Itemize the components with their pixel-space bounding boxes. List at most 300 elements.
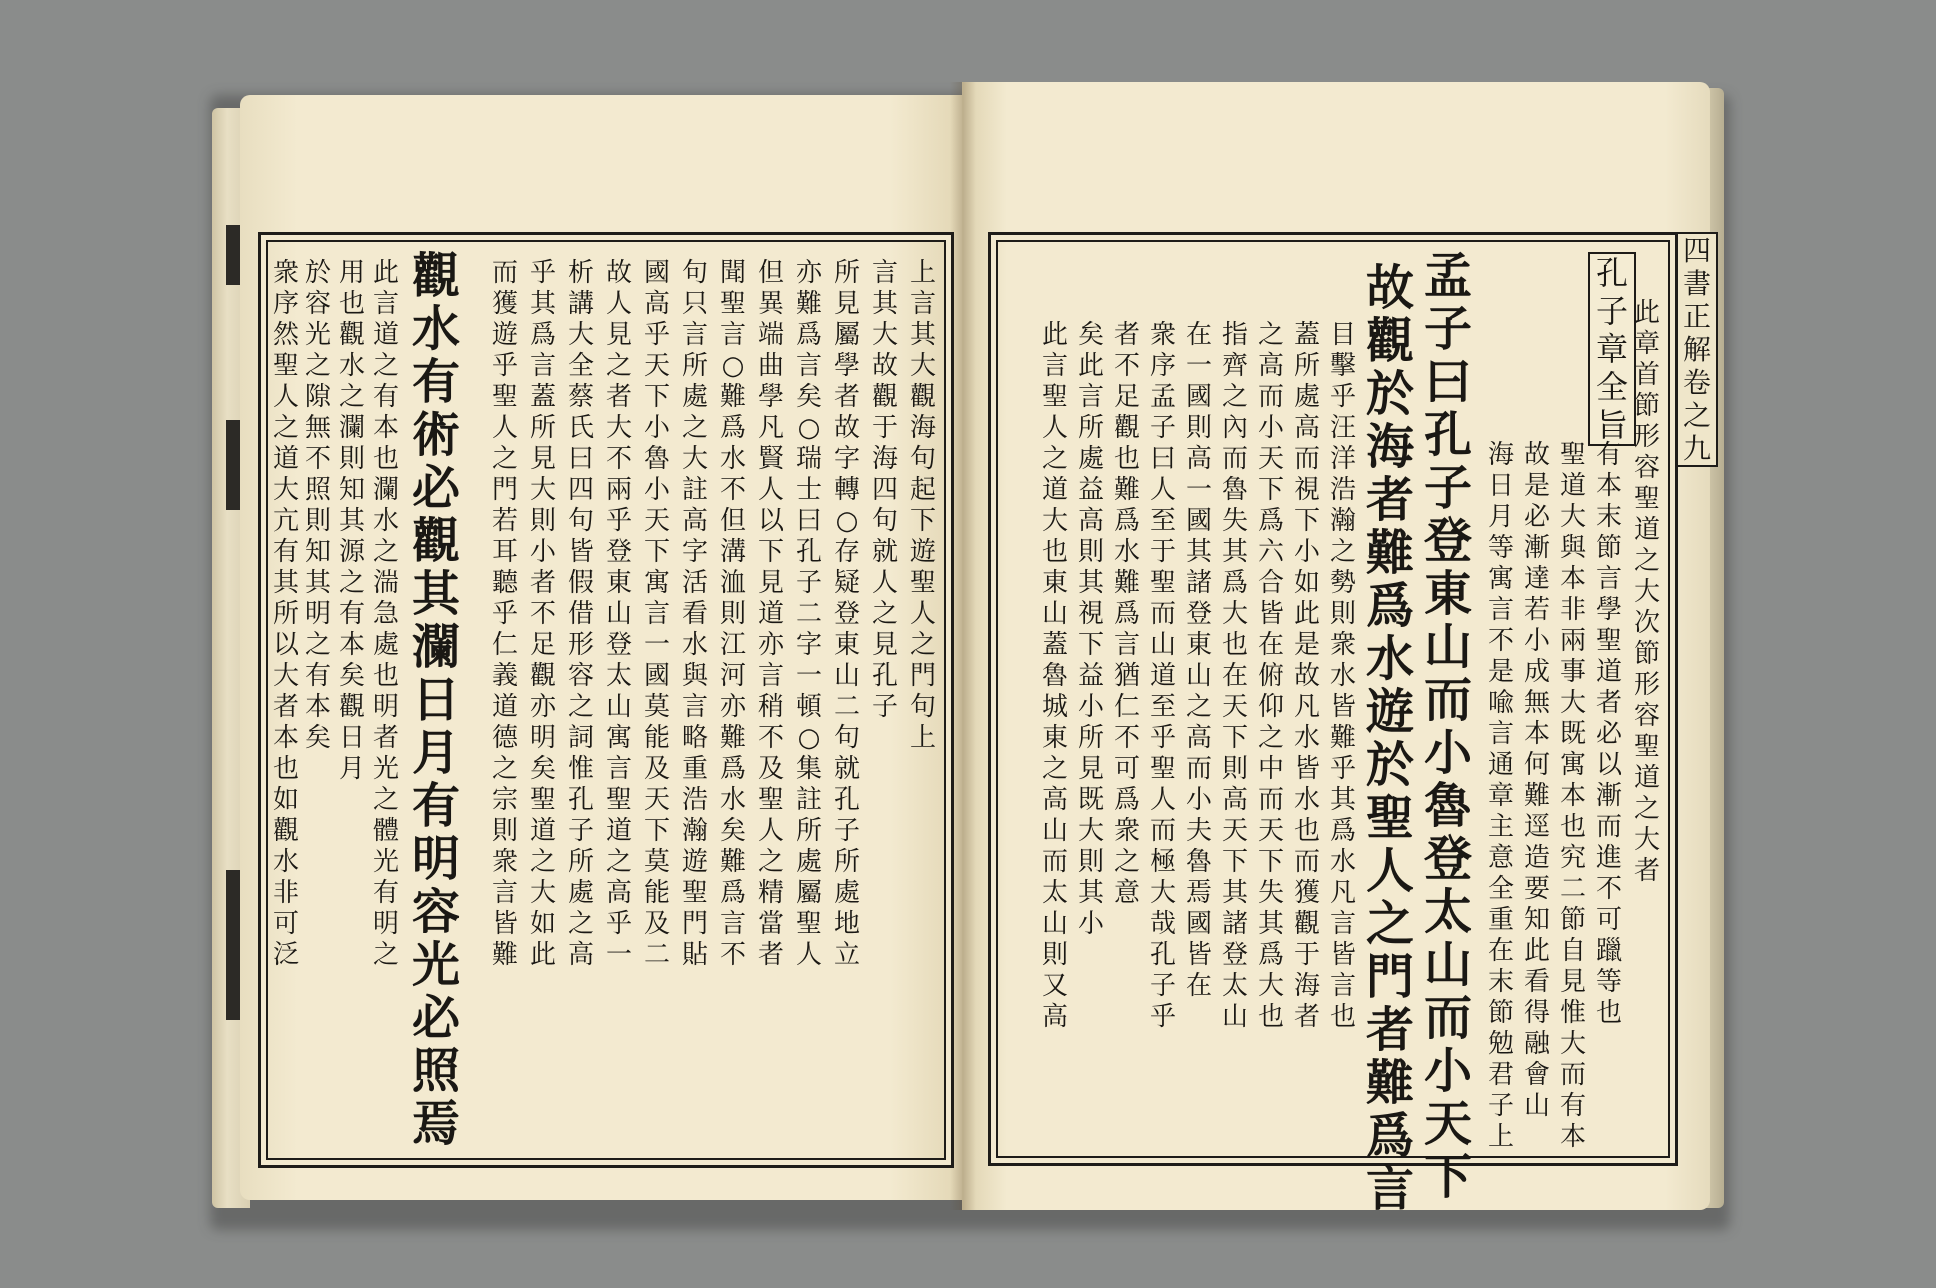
glyph: 孔: [1595, 254, 1628, 292]
glyph: 而: [1041, 847, 1068, 877]
glyph: 章: [1633, 329, 1660, 359]
glyph: 此: [1523, 936, 1550, 966]
glyph: 句: [833, 723, 860, 753]
glyph: 于: [1149, 537, 1176, 567]
glyph: 山: [1149, 630, 1176, 660]
glyph: 道: [372, 320, 399, 350]
glyph: 之: [567, 692, 594, 722]
glyph: 海: [1365, 419, 1414, 475]
glyph: 貼: [681, 940, 708, 970]
glyph: 上: [1487, 1122, 1514, 1152]
glyph: 水: [1293, 785, 1320, 815]
glyph: 析: [567, 258, 594, 288]
glyph: 而: [1293, 847, 1320, 877]
glyph: 及: [643, 754, 670, 784]
glyph: 活: [681, 568, 708, 598]
glyph: 聞: [719, 258, 746, 288]
glyph: 言: [643, 599, 670, 629]
glyph: 乎: [1329, 754, 1356, 784]
glyph: 無: [1523, 688, 1550, 718]
glyph: 處: [1293, 382, 1320, 412]
glyph: 言: [909, 289, 936, 319]
glyph: 魯: [1221, 475, 1248, 505]
glyph: 下: [1257, 475, 1284, 505]
glyph: 之: [871, 599, 898, 629]
glyph: 明: [529, 723, 556, 753]
glyph: 足: [529, 630, 556, 660]
glyph: 東: [1423, 566, 1472, 622]
glyph: 兩: [1559, 626, 1586, 656]
glyph: 大: [1041, 506, 1068, 536]
glyph: 太: [1221, 971, 1248, 1001]
glyph: 見: [1559, 967, 1586, 997]
glyph: 字: [681, 537, 708, 567]
glyph: 學: [1595, 595, 1622, 625]
glyph: 則: [1077, 537, 1104, 567]
glyph: 何: [1523, 750, 1550, 780]
glyph: 門: [909, 661, 936, 691]
glyph: 言: [605, 754, 632, 784]
glyph: 頓: [795, 692, 822, 722]
glyph: 聖: [681, 878, 708, 908]
glyph: 有: [411, 354, 460, 410]
glyph: 下: [909, 506, 936, 536]
glyph: 聖: [1559, 440, 1586, 470]
glyph: 之: [1041, 444, 1068, 474]
glyph: 大: [1559, 1029, 1586, 1059]
glyph: 高: [1077, 506, 1104, 536]
glyph: 孔: [567, 785, 594, 815]
glyph: 句: [681, 258, 708, 288]
glyph: 水: [1365, 631, 1414, 687]
glyph: 皆: [567, 537, 594, 567]
glyph: 逕: [1523, 812, 1550, 842]
glyph: 所: [833, 258, 860, 288]
glyph: 聖: [757, 785, 784, 815]
glyph: 孔: [795, 537, 822, 567]
glyph: 本: [372, 413, 399, 443]
glyph: 獲: [1293, 878, 1320, 908]
glyph: 可: [272, 909, 299, 939]
glyph: 水: [681, 630, 708, 660]
glyph: 言: [681, 320, 708, 350]
glyph: 下: [757, 537, 784, 567]
glyph: 於: [304, 258, 331, 288]
glyph: 在: [1257, 630, 1284, 660]
glyph: 合: [1257, 568, 1284, 598]
glyph: 海: [909, 413, 936, 443]
glyph: 曲: [757, 351, 784, 381]
glyph: 異: [757, 289, 784, 319]
glyph: 所: [1293, 351, 1320, 381]
glyph: 當: [757, 909, 784, 939]
commentary-col: [1110, 320, 1144, 909]
glyph: 言: [719, 320, 746, 350]
glyph: 究: [1559, 843, 1586, 873]
glyph: 形: [1633, 422, 1660, 452]
glyph: 道: [1595, 657, 1622, 687]
glyph: 之: [1633, 794, 1660, 824]
glyph: 意: [1487, 843, 1514, 873]
glyph: 惟: [1559, 998, 1586, 1028]
glyph: 聖: [909, 568, 936, 598]
glyph: 有: [411, 778, 460, 834]
commentary-col: [716, 258, 750, 971]
glyph: 若: [491, 506, 518, 536]
glyph: 四: [871, 475, 898, 505]
glyph: 重: [1487, 905, 1514, 935]
glyph: 見: [833, 289, 860, 319]
glyph: 難: [1329, 723, 1356, 753]
glyph: 小: [1423, 725, 1472, 781]
glyph: 亦: [719, 692, 746, 722]
left-text-col: [368, 258, 404, 971]
glyph: 之: [1633, 546, 1660, 576]
glyph: 有: [338, 599, 365, 629]
glyph: 下: [1423, 1149, 1472, 1205]
glyph: 太: [605, 661, 632, 691]
glyph: 有: [272, 537, 299, 567]
glyph: 道: [1149, 661, 1176, 691]
glyph: 之: [372, 351, 399, 381]
glyph: 就: [833, 754, 860, 784]
glyph: 益: [1077, 661, 1104, 691]
glyph: 仁: [491, 630, 518, 660]
glyph: 觀: [909, 382, 936, 412]
glyph: 而: [1221, 444, 1248, 474]
glyph: 德: [491, 723, 518, 753]
glyph: 之: [491, 444, 518, 474]
glyph: 造: [1523, 843, 1550, 873]
commentary-col: [906, 258, 940, 754]
glyph: 得: [1523, 998, 1550, 1028]
glyph: 觀: [411, 513, 460, 569]
glyph: 體: [372, 816, 399, 846]
glyph: 要: [1523, 874, 1550, 904]
glyph: 日: [411, 672, 460, 728]
glyph: 既: [1077, 785, 1104, 815]
glyph: 是: [1487, 657, 1514, 687]
glyph: 如: [1293, 568, 1320, 598]
glyph: 本: [1559, 564, 1586, 594]
glyph: 高: [643, 289, 670, 319]
glyph: 其: [1221, 537, 1248, 567]
glyph: 九: [1682, 432, 1711, 465]
glyph: 解: [1682, 333, 1711, 366]
commentary-col: [1218, 320, 1252, 1033]
glyph: 可: [1595, 905, 1622, 935]
glyph: 其: [1077, 568, 1104, 598]
glyph: 見: [757, 568, 784, 598]
glyph: 爲: [795, 320, 822, 350]
glyph: 子: [795, 568, 822, 598]
glyph: 耳: [491, 537, 518, 567]
glyph: 精: [757, 878, 784, 908]
glyph: 之: [529, 847, 556, 877]
glyph: 人: [795, 940, 822, 970]
glyph: 立: [833, 940, 860, 970]
right-text-col: [1484, 440, 1518, 1153]
glyph: 本: [1559, 1122, 1586, 1152]
glyph: 人: [605, 289, 632, 319]
glyph: 高: [1185, 723, 1212, 753]
glyph: 光: [372, 847, 399, 877]
glyph: 矣: [529, 754, 556, 784]
glyph: 一: [795, 661, 822, 691]
glyph: 故: [1293, 661, 1320, 691]
glyph: 爲: [1329, 816, 1356, 846]
glyph: 光: [372, 754, 399, 784]
glyph: 本: [272, 723, 299, 753]
glyph: 與: [1559, 533, 1586, 563]
glyph: 子: [1423, 301, 1472, 357]
glyph: 河: [719, 661, 746, 691]
glyph: 小: [643, 413, 670, 443]
glyph: 瀚: [1329, 506, 1356, 536]
glyph: 之: [372, 785, 399, 815]
glyph: 天: [1257, 444, 1284, 474]
glyph: 躐: [1595, 936, 1622, 966]
glyph: 字: [833, 444, 860, 474]
glyph: 本: [338, 630, 365, 660]
glyph: 聖: [719, 289, 746, 319]
glyph: 其: [529, 289, 556, 319]
glyph: 下: [1077, 630, 1104, 660]
glyph: 不: [719, 475, 746, 505]
glyph: 存: [833, 537, 860, 567]
left-text-col: [334, 258, 370, 785]
glyph: 言: [491, 878, 518, 908]
glyph: 爲: [1365, 1108, 1414, 1164]
glyph: 登: [605, 630, 632, 660]
glyph: 其: [1221, 878, 1248, 908]
glyph: 四: [1682, 234, 1711, 267]
glyph: 非: [1559, 595, 1586, 625]
glyph: 聖: [1041, 382, 1068, 412]
glyph: 水: [1329, 847, 1356, 877]
glyph: 而: [1149, 816, 1176, 846]
glyph: 所: [567, 847, 594, 877]
glyph: 矣: [1077, 320, 1104, 350]
glyph: 人: [491, 413, 518, 443]
glyph: 觀: [1293, 909, 1320, 939]
glyph: 國: [1185, 909, 1212, 939]
glyph: 乎: [1149, 723, 1176, 753]
glyph: 惟: [567, 754, 594, 784]
glyph: 一: [1185, 351, 1212, 381]
glyph: 高: [605, 878, 632, 908]
glyph: 言: [1113, 630, 1140, 660]
glyph: 洋: [1329, 444, 1356, 474]
glyph: 衆: [491, 847, 518, 877]
glyph: 猶: [1113, 661, 1140, 691]
glyph: 道: [1559, 471, 1586, 501]
glyph: 看: [681, 599, 708, 629]
glyph: 小: [1077, 909, 1104, 939]
glyph: 所: [833, 847, 860, 877]
glyph: ○: [721, 351, 745, 381]
glyph: 水: [411, 301, 460, 357]
glyph: 爲: [719, 754, 746, 784]
glyph: 用: [338, 258, 365, 288]
glyph: 若: [1523, 595, 1550, 625]
glyph: 者: [1113, 320, 1140, 350]
glyph: 大: [1559, 688, 1586, 718]
glyph: 大: [1149, 878, 1176, 908]
glyph: ○: [835, 506, 859, 536]
glyph: 會: [1523, 1060, 1550, 1090]
glyph: 觀: [338, 320, 365, 350]
glyph: 上: [909, 723, 936, 753]
glyph: 者: [1633, 856, 1660, 886]
glyph: 與: [681, 661, 708, 691]
glyph: 東: [1041, 568, 1068, 598]
glyph: 觀: [871, 382, 898, 412]
glyph: 而: [1257, 785, 1284, 815]
commentary-col: [1182, 320, 1216, 1002]
glyph: 衆: [272, 258, 299, 288]
glyph: 容: [1633, 701, 1660, 731]
glyph: 仰: [1257, 692, 1284, 722]
glyph: 隙: [304, 382, 331, 412]
glyph: 然: [272, 320, 299, 350]
chapter-title-box: [1588, 252, 1636, 446]
glyph: 知: [1523, 905, 1550, 935]
glyph: 處: [795, 847, 822, 877]
glyph: 故: [1365, 260, 1414, 316]
glyph: 爲: [719, 878, 746, 908]
glyph: 凡: [757, 413, 784, 443]
glyph: 照: [304, 475, 331, 505]
glyph: 也: [1329, 1002, 1356, 1032]
glyph: 子: [833, 816, 860, 846]
glyph: 此: [372, 258, 399, 288]
glyph: 言: [795, 351, 822, 381]
glyph: 乎: [1329, 382, 1356, 412]
glyph: 小: [643, 475, 670, 505]
glyph: 則: [719, 599, 746, 629]
glyph: 子: [1149, 971, 1176, 1001]
glyph: 曰: [1149, 444, 1176, 474]
glyph: 句: [909, 444, 936, 474]
glyph: 事: [1559, 657, 1586, 687]
glyph: 勢: [1329, 568, 1356, 598]
glyph: 之: [1221, 382, 1248, 412]
glyph: 之: [1185, 692, 1212, 722]
glyph: 屬: [795, 878, 822, 908]
glyph: 山: [605, 692, 632, 722]
glyph: 言: [529, 351, 556, 381]
glyph: 言: [1077, 382, 1104, 412]
glyph: 小: [1257, 413, 1284, 443]
commentary-col: [1146, 320, 1180, 1033]
glyph: 之: [372, 537, 399, 567]
glyph: 者: [372, 723, 399, 753]
glyph: 亦: [757, 630, 784, 660]
glyph: 其: [1185, 537, 1212, 567]
glyph: 高: [567, 940, 594, 970]
glyph: 節: [1559, 905, 1586, 935]
glyph: 所: [1077, 723, 1104, 753]
glyph: 君: [1487, 1060, 1514, 1090]
commentary-col: [678, 258, 712, 971]
glyph: 乎: [605, 909, 632, 939]
glyph: 焉: [411, 1096, 460, 1152]
glyph: 城: [1041, 692, 1068, 722]
glyph: 極: [1149, 847, 1176, 877]
glyph: 註: [795, 785, 822, 815]
glyph: 視: [1293, 475, 1320, 505]
glyph: 大: [1077, 816, 1104, 846]
commentary-col: [602, 258, 636, 971]
glyph: 在: [1487, 936, 1514, 966]
glyph: 全: [567, 351, 594, 381]
glyph: 在: [1221, 661, 1248, 691]
glyph: 不: [719, 940, 746, 970]
glyph: 小: [1185, 785, 1212, 815]
glyph: 登: [833, 599, 860, 629]
glyph: 皆: [1185, 940, 1212, 970]
glyph: 下: [643, 537, 670, 567]
glyph: 則: [304, 506, 331, 536]
glyph: 末: [1487, 967, 1514, 997]
glyph: 寓: [605, 723, 632, 753]
glyph: 兩: [605, 475, 632, 505]
glyph: 子: [1149, 413, 1176, 443]
glyph: 之: [757, 847, 784, 877]
glyph: 重: [681, 754, 708, 784]
glyph: 次: [1633, 608, 1660, 638]
glyph: 子: [1595, 292, 1628, 330]
glyph: 遊: [491, 320, 518, 350]
glyph: 失: [1257, 878, 1284, 908]
glyph: 視: [1077, 599, 1104, 629]
glyph: 也: [1559, 812, 1586, 842]
glyph: 日: [338, 723, 365, 753]
glyph: 高: [1041, 785, 1068, 815]
glyph: 乎: [529, 258, 556, 288]
glyph: 皆: [1257, 599, 1284, 629]
glyph: 首: [1633, 360, 1660, 390]
glyph: 之: [909, 630, 936, 660]
glyph: 道: [272, 444, 299, 474]
glyph: 水: [338, 351, 365, 381]
glyph: 人: [1365, 843, 1414, 899]
glyph: 下: [1221, 847, 1248, 877]
glyph: 則: [338, 444, 365, 474]
glyph: 有: [1559, 1091, 1586, 1121]
glyph: 其: [304, 568, 331, 598]
glyph: 山: [1041, 599, 1068, 629]
glyph: 其: [272, 568, 299, 598]
glyph: 小: [529, 537, 556, 567]
glyph: 者: [833, 382, 860, 412]
glyph: 節: [1633, 391, 1660, 421]
glyph: 于: [871, 413, 898, 443]
glyph: 主: [1487, 812, 1514, 842]
glyph: 集: [795, 754, 822, 784]
glyph: 言: [871, 258, 898, 288]
glyph: 必: [411, 990, 460, 1046]
glyph: 大: [909, 351, 936, 381]
glyph: 聖: [795, 909, 822, 939]
glyph: 有: [304, 661, 331, 691]
glyph: 也: [1041, 537, 1068, 567]
glyph: 其: [871, 289, 898, 319]
glyph: 進: [1595, 843, 1622, 873]
glyph: 高: [1185, 444, 1212, 474]
glyph: 也: [1221, 630, 1248, 660]
